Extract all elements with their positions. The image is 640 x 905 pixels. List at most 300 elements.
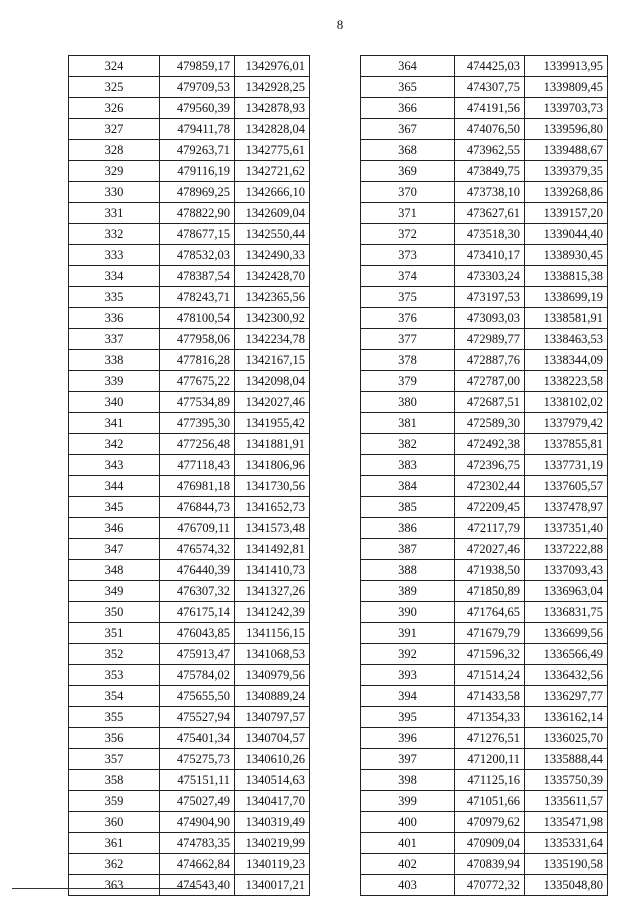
point-number-cell: 329	[69, 161, 160, 182]
point-number-cell: 393	[361, 665, 455, 686]
y-coordinate-cell: 1336297,77	[525, 686, 608, 707]
table-row	[361, 560, 608, 581]
x-coordinate-cell: 473518,30	[455, 224, 525, 245]
y-coordinate-cell: 1342490,33	[235, 245, 310, 266]
x-coordinate-cell: 472589,30	[455, 413, 525, 434]
table-row	[69, 329, 310, 350]
table-row	[361, 644, 608, 665]
x-coordinate-cell: 475027,49	[160, 791, 235, 812]
table-row	[69, 308, 310, 329]
x-coordinate-cell: 471596,32	[455, 644, 525, 665]
point-number-cell: 330	[69, 182, 160, 203]
table-row	[361, 497, 608, 518]
table-row	[361, 518, 608, 539]
table-row	[69, 98, 310, 119]
table-row	[361, 812, 608, 833]
point-number-cell: 403	[361, 875, 455, 896]
table-row	[69, 182, 310, 203]
x-coordinate-cell: 472027,46	[455, 539, 525, 560]
table-row	[361, 350, 608, 371]
table-row	[69, 224, 310, 245]
y-coordinate-cell: 1335888,44	[525, 749, 608, 770]
table-row	[361, 581, 608, 602]
table-row	[69, 854, 310, 875]
x-coordinate-cell: 477256,48	[160, 434, 235, 455]
point-number-cell: 363	[69, 875, 160, 896]
y-coordinate-cell: 1342550,44	[235, 224, 310, 245]
x-coordinate-cell: 476175,14	[160, 602, 235, 623]
table-row	[361, 434, 608, 455]
y-coordinate-cell: 1338815,38	[525, 266, 608, 287]
y-coordinate-cell: 1341573,48	[235, 518, 310, 539]
y-coordinate-cell: 1342721,62	[235, 161, 310, 182]
y-coordinate-cell: 1336566,49	[525, 644, 608, 665]
y-coordinate-cell: 1337979,42	[525, 413, 608, 434]
y-coordinate-cell: 1342976,01	[235, 56, 310, 77]
y-coordinate-cell: 1340797,57	[235, 707, 310, 728]
point-number-cell: 373	[361, 245, 455, 266]
y-coordinate-cell: 1340119,23	[235, 854, 310, 875]
table-row	[361, 98, 608, 119]
y-coordinate-cell: 1337478,97	[525, 497, 608, 518]
x-coordinate-cell: 477958,06	[160, 329, 235, 350]
y-coordinate-cell: 1340514,63	[235, 770, 310, 791]
y-coordinate-cell: 1341156,15	[235, 623, 310, 644]
point-number-cell: 389	[361, 581, 455, 602]
table-row	[361, 140, 608, 161]
point-number-cell: 353	[69, 665, 160, 686]
table-row	[361, 539, 608, 560]
x-coordinate-cell: 471850,89	[455, 581, 525, 602]
table-row	[69, 245, 310, 266]
point-number-cell: 395	[361, 707, 455, 728]
table-row	[69, 56, 310, 77]
table-row	[69, 728, 310, 749]
table-row	[361, 707, 608, 728]
point-number-cell: 367	[361, 119, 455, 140]
x-coordinate-cell: 471764,65	[455, 602, 525, 623]
y-coordinate-cell: 1342300,92	[235, 308, 310, 329]
y-coordinate-cell: 1339913,95	[525, 56, 608, 77]
y-coordinate-cell: 1340017,21	[235, 875, 310, 896]
footnote-separator	[12, 888, 197, 889]
y-coordinate-cell: 1337855,81	[525, 434, 608, 455]
y-coordinate-cell: 1342167,15	[235, 350, 310, 371]
y-coordinate-cell: 1339379,35	[525, 161, 608, 182]
y-coordinate-cell: 1336699,56	[525, 623, 608, 644]
table-row	[361, 266, 608, 287]
point-number-cell: 394	[361, 686, 455, 707]
table-row	[361, 308, 608, 329]
x-coordinate-cell: 472396,75	[455, 455, 525, 476]
x-coordinate-cell: 473197,53	[455, 287, 525, 308]
x-coordinate-cell: 474307,75	[455, 77, 525, 98]
y-coordinate-cell: 1340417,70	[235, 791, 310, 812]
table-row	[69, 749, 310, 770]
y-coordinate-cell: 1341242,39	[235, 602, 310, 623]
y-coordinate-cell: 1342878,93	[235, 98, 310, 119]
x-coordinate-cell: 479263,71	[160, 140, 235, 161]
y-coordinate-cell: 1338223,58	[525, 371, 608, 392]
x-coordinate-cell: 476043,85	[160, 623, 235, 644]
table-row	[361, 329, 608, 350]
point-number-cell: 390	[361, 602, 455, 623]
x-coordinate-cell: 472302,44	[455, 476, 525, 497]
point-number-cell: 396	[361, 728, 455, 749]
y-coordinate-cell: 1336432,56	[525, 665, 608, 686]
point-number-cell: 345	[69, 497, 160, 518]
y-coordinate-cell: 1335750,39	[525, 770, 608, 791]
point-number-cell: 327	[69, 119, 160, 140]
y-coordinate-cell: 1339703,73	[525, 98, 608, 119]
y-coordinate-cell: 1341806,96	[235, 455, 310, 476]
point-number-cell: 355	[69, 707, 160, 728]
x-coordinate-cell: 478100,54	[160, 308, 235, 329]
y-coordinate-cell: 1338930,45	[525, 245, 608, 266]
table-row	[69, 665, 310, 686]
y-coordinate-cell: 1341730,56	[235, 476, 310, 497]
table-row	[69, 413, 310, 434]
point-number-cell: 328	[69, 140, 160, 161]
y-coordinate-cell: 1337093,43	[525, 560, 608, 581]
point-number-cell: 387	[361, 539, 455, 560]
x-coordinate-cell: 476844,73	[160, 497, 235, 518]
y-coordinate-cell: 1340219,99	[235, 833, 310, 854]
table-row	[361, 203, 608, 224]
table-row	[361, 875, 608, 896]
table-row	[69, 686, 310, 707]
point-number-cell: 400	[361, 812, 455, 833]
point-number-cell: 382	[361, 434, 455, 455]
point-number-cell: 362	[69, 854, 160, 875]
x-coordinate-cell: 479560,39	[160, 98, 235, 119]
x-coordinate-cell: 478677,15	[160, 224, 235, 245]
y-coordinate-cell: 1342828,04	[235, 119, 310, 140]
point-number-cell: 379	[361, 371, 455, 392]
point-number-cell: 391	[361, 623, 455, 644]
x-coordinate-cell: 479411,78	[160, 119, 235, 140]
point-number-cell: 352	[69, 644, 160, 665]
x-coordinate-cell: 478822,90	[160, 203, 235, 224]
point-number-cell: 381	[361, 413, 455, 434]
table-row	[69, 434, 310, 455]
point-number-cell: 378	[361, 350, 455, 371]
table-row	[361, 854, 608, 875]
x-coordinate-cell: 475655,50	[160, 686, 235, 707]
table-row	[361, 770, 608, 791]
x-coordinate-cell: 475527,94	[160, 707, 235, 728]
y-coordinate-cell: 1336963,04	[525, 581, 608, 602]
table-row	[361, 728, 608, 749]
x-coordinate-cell: 470839,94	[455, 854, 525, 875]
table-row	[69, 770, 310, 791]
table-row	[361, 119, 608, 140]
point-number-cell: 325	[69, 77, 160, 98]
point-number-cell: 398	[361, 770, 455, 791]
point-number-cell: 374	[361, 266, 455, 287]
point-number-cell: 344	[69, 476, 160, 497]
x-coordinate-cell: 479859,17	[160, 56, 235, 77]
y-coordinate-cell: 1338344,09	[525, 350, 608, 371]
point-number-cell: 347	[69, 539, 160, 560]
point-number-cell: 331	[69, 203, 160, 224]
point-number-cell: 399	[361, 791, 455, 812]
y-coordinate-cell: 1340610,26	[235, 749, 310, 770]
x-coordinate-cell: 472117,79	[455, 518, 525, 539]
y-coordinate-cell: 1339596,80	[525, 119, 608, 140]
x-coordinate-cell: 471514,24	[455, 665, 525, 686]
y-coordinate-cell: 1342365,56	[235, 287, 310, 308]
point-number-cell: 339	[69, 371, 160, 392]
y-coordinate-cell: 1341652,73	[235, 497, 310, 518]
table-row	[69, 371, 310, 392]
x-coordinate-cell: 474904,90	[160, 812, 235, 833]
x-coordinate-cell: 477816,28	[160, 350, 235, 371]
x-coordinate-cell: 475401,34	[160, 728, 235, 749]
table-row	[69, 833, 310, 854]
x-coordinate-cell: 474783,35	[160, 833, 235, 854]
point-number-cell: 349	[69, 581, 160, 602]
y-coordinate-cell: 1341327,26	[235, 581, 310, 602]
x-coordinate-cell: 473849,75	[455, 161, 525, 182]
table-row	[69, 119, 310, 140]
y-coordinate-cell: 1336162,14	[525, 707, 608, 728]
y-coordinate-cell: 1335190,58	[525, 854, 608, 875]
x-coordinate-cell: 473410,17	[455, 245, 525, 266]
x-coordinate-cell: 475151,11	[160, 770, 235, 791]
table-row	[361, 161, 608, 182]
point-number-cell: 340	[69, 392, 160, 413]
x-coordinate-cell: 474662,84	[160, 854, 235, 875]
table-row	[361, 833, 608, 854]
x-coordinate-cell: 472687,51	[455, 392, 525, 413]
x-coordinate-cell: 479709,53	[160, 77, 235, 98]
table-row	[361, 392, 608, 413]
y-coordinate-cell: 1335048,80	[525, 875, 608, 896]
y-coordinate-cell: 1339044,40	[525, 224, 608, 245]
y-coordinate-cell: 1338463,53	[525, 329, 608, 350]
y-coordinate-cell: 1340319,49	[235, 812, 310, 833]
y-coordinate-cell: 1342027,46	[235, 392, 310, 413]
point-number-cell: 343	[69, 455, 160, 476]
x-coordinate-cell: 473303,24	[455, 266, 525, 287]
table-row	[361, 245, 608, 266]
point-number-cell: 337	[69, 329, 160, 350]
x-coordinate-cell: 474543,40	[160, 875, 235, 896]
x-coordinate-cell: 471679,79	[455, 623, 525, 644]
x-coordinate-cell: 472887,76	[455, 350, 525, 371]
y-coordinate-cell: 1335471,98	[525, 812, 608, 833]
x-coordinate-cell: 471200,11	[455, 749, 525, 770]
x-coordinate-cell: 478532,03	[160, 245, 235, 266]
point-number-cell: 350	[69, 602, 160, 623]
point-number-cell: 386	[361, 518, 455, 539]
table-row	[69, 77, 310, 98]
table-row	[69, 203, 310, 224]
point-number-cell: 336	[69, 308, 160, 329]
y-coordinate-cell: 1336831,75	[525, 602, 608, 623]
y-coordinate-cell: 1342428,70	[235, 266, 310, 287]
point-number-cell: 375	[361, 287, 455, 308]
y-coordinate-cell: 1340704,57	[235, 728, 310, 749]
y-coordinate-cell: 1338102,02	[525, 392, 608, 413]
x-coordinate-cell: 474076,50	[455, 119, 525, 140]
point-number-cell: 380	[361, 392, 455, 413]
x-coordinate-cell: 471051,66	[455, 791, 525, 812]
x-coordinate-cell: 470909,04	[455, 833, 525, 854]
point-number-cell: 385	[361, 497, 455, 518]
y-coordinate-cell: 1341955,42	[235, 413, 310, 434]
point-number-cell: 361	[69, 833, 160, 854]
point-number-cell: 397	[361, 749, 455, 770]
x-coordinate-cell: 477675,22	[160, 371, 235, 392]
x-coordinate-cell: 470772,32	[455, 875, 525, 896]
table-row	[361, 791, 608, 812]
y-coordinate-cell: 1338581,91	[525, 308, 608, 329]
point-number-cell: 356	[69, 728, 160, 749]
x-coordinate-cell: 473627,61	[455, 203, 525, 224]
x-coordinate-cell: 475784,02	[160, 665, 235, 686]
x-coordinate-cell: 471125,16	[455, 770, 525, 791]
x-coordinate-cell: 471938,50	[455, 560, 525, 581]
y-coordinate-cell: 1339488,67	[525, 140, 608, 161]
x-coordinate-cell: 476709,11	[160, 518, 235, 539]
table-row	[69, 602, 310, 623]
point-number-cell: 351	[69, 623, 160, 644]
y-coordinate-cell: 1341881,91	[235, 434, 310, 455]
table-row	[69, 581, 310, 602]
x-coordinate-cell: 471354,33	[455, 707, 525, 728]
x-coordinate-cell: 473093,03	[455, 308, 525, 329]
x-coordinate-cell: 476981,18	[160, 476, 235, 497]
table-row	[361, 602, 608, 623]
point-number-cell: 358	[69, 770, 160, 791]
point-number-cell: 357	[69, 749, 160, 770]
x-coordinate-cell: 471433,58	[455, 686, 525, 707]
table-row	[69, 560, 310, 581]
y-coordinate-cell: 1339809,45	[525, 77, 608, 98]
table-row	[69, 392, 310, 413]
table-row	[69, 644, 310, 665]
y-coordinate-cell: 1340979,56	[235, 665, 310, 686]
point-number-cell: 346	[69, 518, 160, 539]
point-number-cell: 335	[69, 287, 160, 308]
x-coordinate-cell: 474191,56	[455, 98, 525, 119]
y-coordinate-cell: 1342666,10	[235, 182, 310, 203]
y-coordinate-cell: 1339268,86	[525, 182, 608, 203]
y-coordinate-cell: 1335611,57	[525, 791, 608, 812]
y-coordinate-cell: 1342609,04	[235, 203, 310, 224]
point-number-cell: 342	[69, 434, 160, 455]
table-row	[69, 623, 310, 644]
point-number-cell: 326	[69, 98, 160, 119]
x-coordinate-cell: 476440,39	[160, 560, 235, 581]
point-number-cell: 334	[69, 266, 160, 287]
x-coordinate-cell: 475275,73	[160, 749, 235, 770]
point-number-cell: 376	[361, 308, 455, 329]
x-coordinate-cell: 470979,62	[455, 812, 525, 833]
point-number-cell: 392	[361, 644, 455, 665]
point-number-cell: 383	[361, 455, 455, 476]
table-row	[69, 539, 310, 560]
table-row	[69, 875, 310, 896]
x-coordinate-cell: 477395,30	[160, 413, 235, 434]
y-coordinate-cell: 1341068,53	[235, 644, 310, 665]
point-number-cell: 354	[69, 686, 160, 707]
page-number: 8	[336, 17, 344, 32]
coordinates-table-left	[68, 55, 310, 896]
point-number-cell: 348	[69, 560, 160, 581]
point-number-cell: 384	[361, 476, 455, 497]
table-row	[69, 287, 310, 308]
x-coordinate-cell: 472209,45	[455, 497, 525, 518]
point-number-cell: 341	[69, 413, 160, 434]
table-row	[361, 665, 608, 686]
x-coordinate-cell: 474425,03	[455, 56, 525, 77]
point-number-cell: 371	[361, 203, 455, 224]
point-number-cell: 360	[69, 812, 160, 833]
y-coordinate-cell: 1341492,81	[235, 539, 310, 560]
y-coordinate-cell: 1342098,04	[235, 371, 310, 392]
x-coordinate-cell: 476574,32	[160, 539, 235, 560]
x-coordinate-cell: 478969,25	[160, 182, 235, 203]
table-row	[361, 686, 608, 707]
y-coordinate-cell: 1342928,25	[235, 77, 310, 98]
table-row	[69, 518, 310, 539]
table-row	[361, 413, 608, 434]
point-number-cell: 369	[361, 161, 455, 182]
y-coordinate-cell: 1338699,19	[525, 287, 608, 308]
x-coordinate-cell: 471276,51	[455, 728, 525, 749]
point-number-cell: 377	[361, 329, 455, 350]
table-row	[361, 224, 608, 245]
y-coordinate-cell: 1337222,88	[525, 539, 608, 560]
x-coordinate-cell: 478387,54	[160, 266, 235, 287]
x-coordinate-cell: 472989,77	[455, 329, 525, 350]
y-coordinate-cell: 1342234,78	[235, 329, 310, 350]
table-row	[361, 623, 608, 644]
y-coordinate-cell: 1339157,20	[525, 203, 608, 224]
point-number-cell: 338	[69, 350, 160, 371]
y-coordinate-cell: 1342775,61	[235, 140, 310, 161]
table-row	[361, 371, 608, 392]
y-coordinate-cell: 1336025,70	[525, 728, 608, 749]
x-coordinate-cell: 473962,55	[455, 140, 525, 161]
point-number-cell: 402	[361, 854, 455, 875]
y-coordinate-cell: 1340889,24	[235, 686, 310, 707]
table-row	[361, 56, 608, 77]
coordinates-table-right	[360, 55, 608, 896]
point-number-cell: 364	[361, 56, 455, 77]
table-row	[361, 476, 608, 497]
point-number-cell: 359	[69, 791, 160, 812]
x-coordinate-cell: 478243,71	[160, 287, 235, 308]
table-row	[361, 455, 608, 476]
table-row	[361, 77, 608, 98]
table-row	[361, 182, 608, 203]
table-row	[69, 140, 310, 161]
x-coordinate-cell: 475913,47	[160, 644, 235, 665]
table-row	[361, 749, 608, 770]
table-row	[69, 497, 310, 518]
table-row	[69, 161, 310, 182]
point-number-cell: 372	[361, 224, 455, 245]
table-row	[69, 266, 310, 287]
table-row	[69, 791, 310, 812]
point-number-cell: 368	[361, 140, 455, 161]
table-row	[69, 476, 310, 497]
table-row	[69, 812, 310, 833]
